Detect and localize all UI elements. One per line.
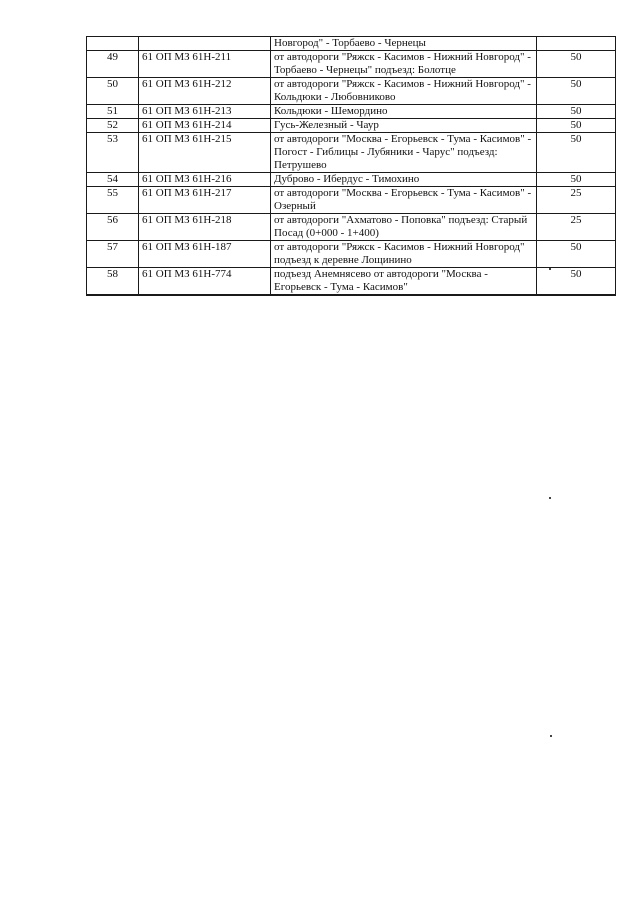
road-description: от автодороги "Москва - Егорьевск - Тума - Касимов" - Погост - Гиблицы - Лубяники - Чарус" подъезд: Петрушево xyxy=(271,133,537,173)
road-description: от автодороги "Ряжск - Касимов - Нижний Новгород" - Кольдюки - Любовниково xyxy=(271,78,537,105)
road-description: Кольдюки - Шемордино xyxy=(271,105,537,119)
scan-speck xyxy=(550,735,552,737)
road-description: Дуброво - Ибердус - Тимохино xyxy=(271,173,537,187)
road-length: 50 xyxy=(537,268,616,295)
road-code: 61 ОП МЗ 61Н-187 xyxy=(139,241,271,268)
table-row xyxy=(87,295,616,296)
table-row xyxy=(87,105,616,119)
road-length: 50 xyxy=(537,119,616,133)
row-number: 49 xyxy=(87,51,139,78)
road-description: от автодороги "Ряжск - Касимов - Нижний Новгород" подъезд к деревне Лощинино xyxy=(271,241,537,268)
row-number: 50 xyxy=(87,78,139,105)
road-length: 50 xyxy=(537,78,616,105)
road-description: подъезд Анемнясево от автодороги "Москва - Егорьевск - Тума - Касимов" xyxy=(271,268,537,295)
road-code xyxy=(139,295,271,296)
road-length: 50 xyxy=(537,173,616,187)
road-code: 61 ОП МЗ 61Н-214 xyxy=(139,119,271,133)
table-row xyxy=(87,241,616,268)
road-code: 61 ОП МЗ 61Н-212 xyxy=(139,78,271,105)
road-length: 50 xyxy=(537,133,616,173)
road-description xyxy=(271,295,537,296)
road-length xyxy=(537,37,616,51)
table-row xyxy=(87,37,616,51)
table-row xyxy=(87,133,616,173)
row-number: 56 xyxy=(87,214,139,241)
road-length: 50 xyxy=(537,241,616,268)
road-code: 61 ОП МЗ 61Н-216 xyxy=(139,173,271,187)
road-length: 50 xyxy=(537,51,616,78)
road-code xyxy=(139,37,271,51)
road-code: 61 ОП МЗ 61Н-213 xyxy=(139,105,271,119)
road-description: Новгород" - Торбаево - Чернецы xyxy=(271,37,537,51)
row-number: 52 xyxy=(87,119,139,133)
road-code: 61 ОП МЗ 61Н-215 xyxy=(139,133,271,173)
road-length: 25 xyxy=(537,187,616,214)
road-code: 61 ОП МЗ 61Н-774 xyxy=(139,268,271,295)
row-number: 51 xyxy=(87,105,139,119)
row-number: 58 xyxy=(87,268,139,295)
row-number: 54 xyxy=(87,173,139,187)
road-code: 61 ОП МЗ 61Н-211 xyxy=(139,51,271,78)
row-number: 55 xyxy=(87,187,139,214)
row-number: 57 xyxy=(87,241,139,268)
scan-speck xyxy=(549,497,551,499)
table-row xyxy=(87,214,616,241)
roads-table xyxy=(86,36,616,296)
table-row xyxy=(87,119,616,133)
road-code: 61 ОП МЗ 61Н-217 xyxy=(139,187,271,214)
road-description: от автодороги "Москва - Егорьевск - Тума - Касимов" - Озерный xyxy=(271,187,537,214)
road-length: 25 xyxy=(537,214,616,241)
road-length: 50 xyxy=(537,105,616,119)
road-code: 61 ОП МЗ 61Н-218 xyxy=(139,214,271,241)
road-length xyxy=(537,295,616,296)
row-number: 53 xyxy=(87,133,139,173)
table-row xyxy=(87,51,616,78)
road-description: от автодороги "Ахматово - Поповка" подъезд: Старый Посад (0+000 - 1+400) xyxy=(271,214,537,241)
road-description: от автодороги "Ряжск - Касимов - Нижний Новгород" - Торбаево - Чернецы" подъезд: Болотце xyxy=(271,51,537,78)
scan-speck xyxy=(549,268,551,270)
table-row xyxy=(87,78,616,105)
row-number xyxy=(87,295,139,296)
table-row xyxy=(87,173,616,187)
table-row xyxy=(87,187,616,214)
row-number xyxy=(87,37,139,51)
table-row xyxy=(87,268,616,295)
road-description: Гусь-Железный - Чаур xyxy=(271,119,537,133)
